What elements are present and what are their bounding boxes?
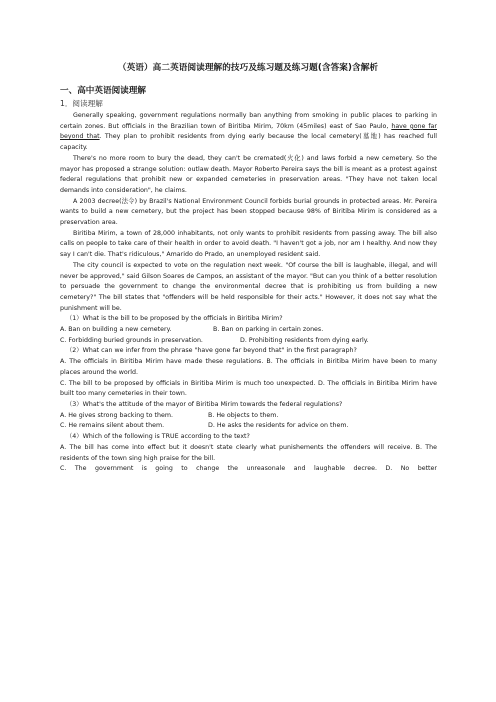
question-3: （3）What's the attitude of the mayor of Biritiba Mirim towards the federal regulations? bbox=[66, 400, 343, 408]
option-3c: C. He remains silent about them. bbox=[60, 422, 165, 430]
underlined-phrase: have gone far beyond that bbox=[60, 122, 437, 141]
option-3d: D. He asks the residents for advice on them. bbox=[208, 422, 349, 430]
question-4-options-cd: C. The government is going to change the unreasonale and laughable decree. D. No better bbox=[60, 465, 437, 473]
question-3-options-row-2 bbox=[60, 421, 437, 432]
paragraph-5: The city council is expected to vote on the regulation next week. "Of course the bill is laughable, illegal, and will never be approved," said Gilson Soares de Campos, an assistant of the mayor. "But can you think of a better resolution to persuade the government to change the environmental decree that is prohibiting us from building a new cemetery?" The bill states that "offenders will be held responsible for their acts." However, it does not say what the punishment will be. bbox=[60, 261, 437, 312]
question-4: （4）Which of the following is TRUE according to the text? bbox=[66, 433, 250, 441]
option-3a: A. He gives strong backing to them. bbox=[60, 411, 173, 419]
option-1c: C. Forbidding buried grounds in preservation. bbox=[60, 336, 203, 344]
option-1d: D. Prohibiting residents from dying early. bbox=[240, 336, 369, 344]
question-1: （1）What is the bill to be proposed by the officials in Biritiba Mirim? bbox=[66, 315, 283, 323]
document-body bbox=[60, 111, 437, 475]
paragraph-2: There's no more room to bury the dead, they can't be cremated(火化) and laws forbid a new cemetery. So the mayor has proposed a strange solution: outlaw death. Mayor Roberto Pereira says the bill is meant as a protest against federal regulations that prohibit new or expanded cemeteries in preservation areas. "They have not taken local demands into consideration", he claims. bbox=[60, 154, 437, 194]
option-1a: A. Ban on building a new cemetery. bbox=[60, 326, 172, 334]
question-3-options-row-1 bbox=[60, 411, 437, 422]
section-heading: 一、高中英语阅读理解 bbox=[60, 86, 146, 96]
question-2: （2）What can we infer from the phrase "have gone far beyond that" in the first paragraph? bbox=[66, 347, 357, 355]
question-2-options-cd: C. The bill to be proposed by officials in Biritiba Mirim is much too unexpected. D. The officials in Biritiba Mirim have built too many cemeteries in their town. bbox=[60, 379, 437, 398]
paragraph-4: Biritiba Mirim, a town of 28,000 inhabitants, not only wants to prohibit residents from passing away. The bill also calls on people to take care of their health in order to avoid death. "I haven't got a job, nor am I healthy. And now they say I can't die. That's ridiculous," Amarido do Prado, an unemployed resident said. bbox=[60, 229, 437, 259]
document-title: （英语）高二英语阅读理解的技巧及练习题及练习题(含答案)含解析 bbox=[117, 63, 379, 73]
option-1b: B. Ban on parking in certain zones. bbox=[213, 326, 324, 334]
paragraph-3: A 2003 decree(法令) by Brazil's National Environment Council forbids burial grounds in protected areas. Mr. Pereira wants to build a new cemetery, but the project has been stopped because 98% of Biritiba Mirim is considered as a preservation area. bbox=[60, 197, 437, 227]
question-1-options-row-2 bbox=[60, 336, 437, 347]
option-3b: B. He objects to them. bbox=[208, 411, 279, 419]
question-4-options-ab: A. The bill has come into effect but it doesn't state clearly what punishements the offenders will receive. B. The residents of the town sing high praise for the bill. bbox=[60, 443, 437, 462]
question-2-options-ab: A. The officials in Biritiba Mirim have made these regulations. B. The officials in Biritiba Mirim have been to many places around the world. bbox=[60, 358, 437, 376]
question-1-options-row-1 bbox=[60, 325, 437, 336]
subsection-heading: 1．阅读理解 bbox=[60, 99, 103, 108]
paragraph-1: Generally speaking, government regulations normally ban anything from smoking in public places to parking in certain zones. But officials in the Brazilian town of Biritiba Mirim, 70km (45miles) east of Sao Paulo, have gone far beyond that. They plan to prohibit residents from dying early because the local cemetery(墓地) has reached full capacity. bbox=[60, 112, 437, 152]
